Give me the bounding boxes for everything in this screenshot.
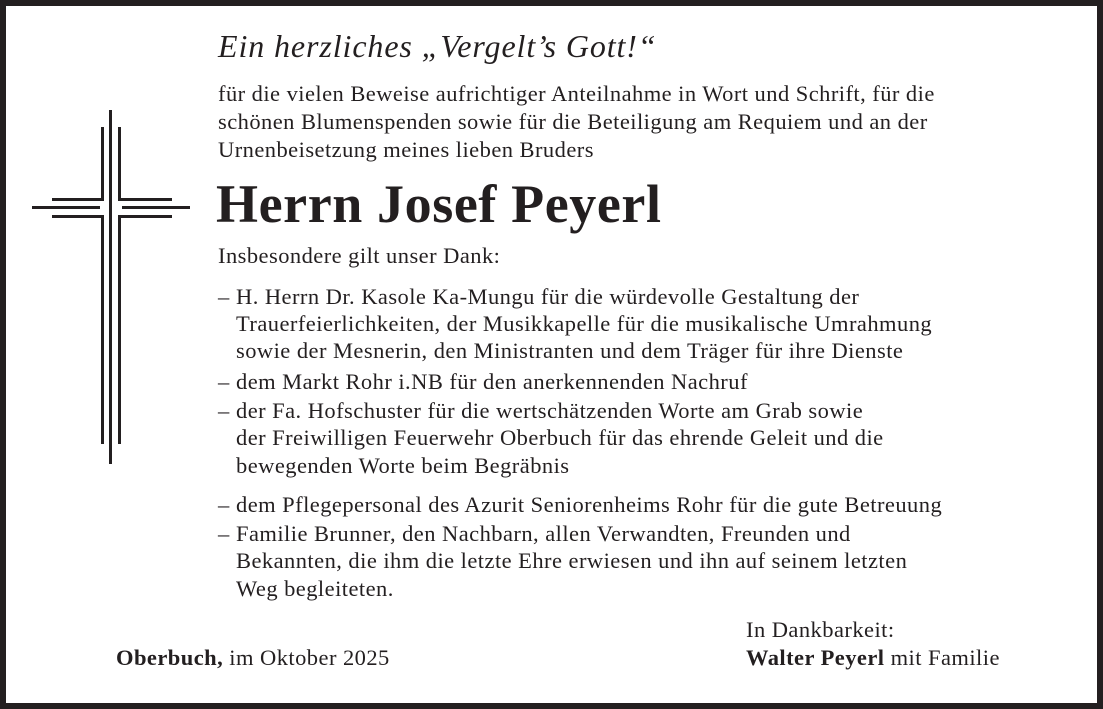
list-item-line: der Fa. Hofschuster für die wertschätzenden Worte am Grab sowie — [236, 398, 864, 423]
gratitude-label: In Dankbarkeit: — [746, 617, 895, 642]
deceased-name: Herrn Josef Peyerl — [216, 174, 662, 234]
list-item-line: Bekannten, die ihm die letzte Ehre erwiesen und ihn auf seinem letzten — [236, 548, 908, 573]
list-item-line: Trauerfeierlichkeiten, der Musikkapelle für die musikalische Umrahmung — [236, 311, 933, 336]
list-item-line: dem Pflegepersonal des Azurit Seniorenheims Rohr für die gute Betreuung — [236, 492, 943, 517]
list-item-line: Weg begleiteten. — [236, 576, 394, 601]
list-item-line: der Freiwilligen Feuerwehr Oberbuch für das ehrende Geleit und die — [236, 425, 884, 450]
signature — [746, 647, 1000, 670]
thanks-intro: Insbesondere gilt unser Dank: — [218, 243, 501, 268]
list-dash: – — [218, 492, 230, 517]
intro-line: schönen Blumenspenden sowie für die Beteiligung am Requiem und an der — [218, 109, 928, 134]
list-item-line: H. Herrn Dr. Kasole Ka-Mungu für die würdevolle Gestaltung der — [236, 284, 860, 309]
headline: Ein herzliches „Vergelt’s Gott!“ — [218, 28, 657, 64]
place-name: Oberbuch, — [116, 645, 224, 670]
list-dash: – — [218, 284, 230, 309]
list-item-line: sowie der Mesnerin, den Ministranten und dem Träger für ihre Dienste — [236, 338, 904, 363]
list-dash: – — [218, 369, 230, 394]
list-item-line: bewegenden Worte beim Begräbnis — [236, 453, 570, 478]
list-item-line: Familie Brunner, den Nachbarn, allen Verwandten, Freunden und — [236, 521, 851, 546]
list-dash: – — [218, 398, 230, 423]
place-date — [116, 647, 390, 670]
signer-name: Walter Peyerl — [746, 645, 885, 670]
intro-line: für die vielen Beweise aufrichtiger Anteilnahme in Wort und Schrift, für die — [218, 81, 935, 106]
list-dash: – — [218, 521, 230, 546]
signer-suffix: mit Familie — [884, 645, 1000, 670]
date-text: im Oktober 2025 — [223, 645, 390, 670]
list-item-line: dem Markt Rohr i.NB für den anerkennenden Nachruf — [236, 369, 748, 394]
intro-line: Urnenbeisetzung meines lieben Bruders — [218, 137, 594, 162]
